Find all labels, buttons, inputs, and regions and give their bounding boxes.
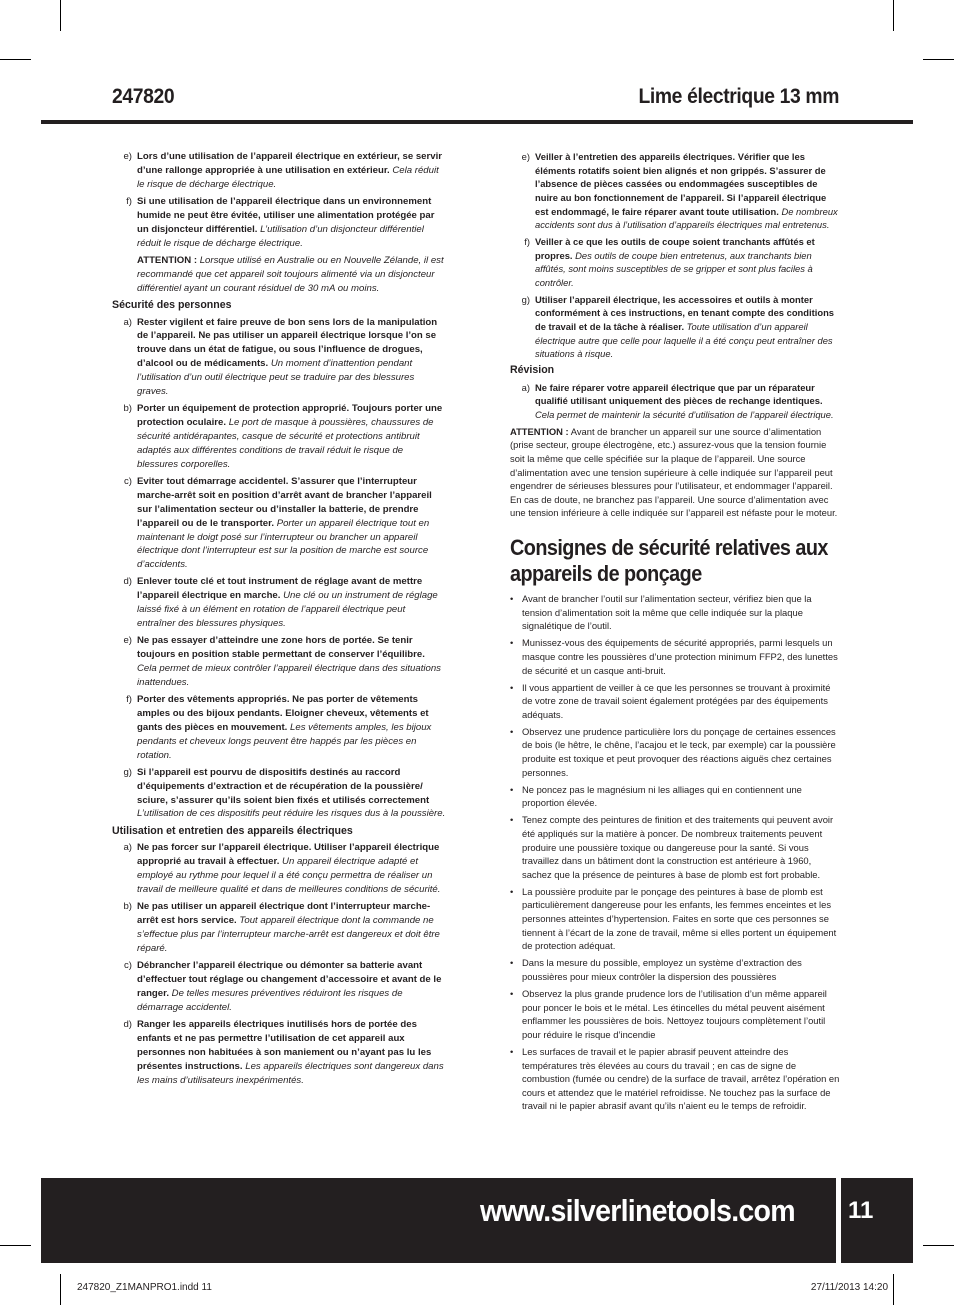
crop-mark <box>893 1274 894 1305</box>
list-item <box>112 634 446 690</box>
item-bold-text: Ne faire réparer votre appareil électrique que par un réparateur qualifié utilisant uniquement des pièces de rechange identiques. <box>535 381 823 407</box>
right-column <box>510 150 840 1116</box>
list-item <box>510 293 840 361</box>
item-label: g) <box>521 293 530 305</box>
bullet-text: Munissez-vous des équipements de sécurité appropriés, parmi lesquels un masque contre les poussières d’une protection minimum FFP2, des lunettes de sécurité et un casque anti-bruit. <box>522 637 838 676</box>
item-label: d) <box>123 1018 132 1030</box>
bullet-item <box>510 956 840 983</box>
section-subheading: Révision <box>510 363 555 376</box>
bullet-item <box>510 783 840 810</box>
bullet-text: Tenez compte des peintures de finition et des traitements qui peuvent avoir été appliqués sur la matière à poncer. De nombreux traitements peuvent produire une poussière toxique ou dangereuse pour la santé. Si vous travaillez dans un bâtiment dont la construction est antérieure à 1960, sachez que la présence de peintures à base de plomb est fort probable. <box>522 814 834 880</box>
item-italic-text: L’utilisation de ces dispositifs peut réduire les risques dus à la poussière. <box>137 808 446 820</box>
list-item <box>112 150 446 192</box>
header-divider <box>41 120 913 124</box>
item-italic-text: Cela permet de mieux contrôler l’appareil électrique dans des situations inattendues. <box>137 663 441 688</box>
bullet-item <box>510 1045 840 1113</box>
item-italic-text: Un appareil électrique adapté et employé au rythme pour lequel il a été conçu permettra de réaliser un travail de meilleure qualité et dans de meilleures conditions de sécurité. <box>137 856 441 896</box>
item-bold-text: Utiliser l’appareil électrique, les accessoires et outils à monter conformément à ces instructions, en tenant compte des conditions de travail et de la tâche à réaliser. <box>535 293 835 332</box>
item-italic-text: De nombreux accidents sont dus à l’utilisation d’appareils électriques mal entretenus. <box>535 205 838 231</box>
item-bold-text: Ne pas forcer sur l’appareil électrique. Utiliser l’appareil électrique approprié au travail à effectuer. <box>137 842 440 868</box>
list-item <box>112 766 446 822</box>
bullet-icon: • <box>510 681 514 693</box>
bullet-item <box>510 636 840 677</box>
bullet-item <box>510 885 840 953</box>
print-slug-file: 247820_Z1MANPRO1.indd 11 <box>77 1282 212 1293</box>
list-item <box>112 475 446 572</box>
list-item <box>112 1018 446 1088</box>
item-bold-text: Si une utilisation de l’appareil électrique dans un environnement humide ne peut être évitée, utiliser une alimentation protégée par un disjoncteur différentiel. <box>137 195 435 235</box>
footer-divider <box>836 1178 841 1263</box>
bullet-icon: • <box>510 988 514 999</box>
bullet-text: Observez la plus grande prudence lors de l’utilisation d’un même appareil pour poncer le bois et le métal. Les étincelles du métal peuvent aisément enflammer les poussières de bois. Nettoyez toujours complètement l’outil pour réduire le risque d’incendie <box>522 988 827 1040</box>
list-item <box>112 316 446 399</box>
list-item <box>510 235 840 290</box>
crop-mark <box>0 59 31 60</box>
item-italic-text: L’utilisation d’un disjoncteur différentiel réduit le risque de décharge électrique. <box>137 223 424 249</box>
item-label: f) <box>126 195 132 207</box>
attention-text: Avant de brancher un appareil sur une source d’alimentation (prise secteur, groupe électrogène, etc.) assurez-vous que la tension fournie soit la même que celle spécifiée sur la plaque de l’appareil. Une source d’alimentation avec une tension supérieure à celle indiquée sur l’appareil peut engendrer de sérieuses blessures pour l’utilisateur, et endommager l’appareil. En cas de doute, ne branchez pas l’appareil. Une source d’alimentation avec une tension inférieure à celle indiquée sur l’appareil est néfaste pour le moteur. <box>510 425 838 519</box>
bullet-text: Avant de brancher l’outil sur l’alimentation secteur, vérifiez bien que la tension d’alimentation soit la même que celle indiquée sur la plaque signalétique de l’outil. <box>522 593 812 632</box>
item-bold-text: Ne pas utiliser un appareil électrique dont l’interrupteur marche-arrêt est hors service. <box>137 901 431 927</box>
sanding-safety-bullets <box>510 592 840 1113</box>
list-item <box>510 381 840 422</box>
item-label: b) <box>123 403 132 415</box>
item-label: e) <box>521 151 530 162</box>
list-item <box>112 693 446 763</box>
bullet-icon: • <box>510 725 514 737</box>
item-italic-text: Cela réduit le risque de décharge électrique. <box>137 164 439 190</box>
item-italic-text: Les appareils électriques sont dangereux dans les mains d’utilisateurs inexpérimentés. <box>137 1060 444 1086</box>
item-bold-text: Ranger les appareils électriques inutilisés hors de portée des enfants et ne pas permettre l’utilisation de cet appareil aux personnes non habituées à son maniement ou n’ayant pas lu les présentes instructions. <box>137 1018 432 1072</box>
item-bold-text: Lors d’une utilisation de l’appareil électrique en extérieur, se servir d’une rallonge appropriée à une utilisation en extérieur. <box>137 151 442 176</box>
item-label: a) <box>521 381 530 393</box>
item-italic-text: Le port de masque à poussières, chaussures de sécurité antidérapantes, casque de sécurité et protections antibruit adaptés aux différentes conditions de travail réduit le risque de blessures corporelles. <box>137 417 434 470</box>
bullet-icon: • <box>510 885 514 897</box>
item-label: c) <box>124 960 132 972</box>
item-label: g) <box>123 766 132 778</box>
item-label: e) <box>123 151 132 162</box>
bullet-text: La poussière produite par le ponçage des peintures à base de plomb est particulièrement dangereuse pour les enfants, les femmes enceintes et les personnes atteintes d’hypertension. Faites en sorte que ces personnes se tiennent à l’écart de la zone de travail, même si elles portent un équipement de protection adéquat. <box>522 885 837 952</box>
item-label: a) <box>123 842 132 854</box>
item-italic-text: Les vêtements amples, les bijoux pendants et cheveux longs peuvent être happés par les pièces en rotation. <box>137 721 432 761</box>
bullet-icon: • <box>510 637 514 649</box>
bullet-text: Dans la mesure du possible, employez un système d’extraction des poussières pour mieux contrôler la dispersion des poussières <box>522 957 802 982</box>
item-bold-text: Eviter tout démarrage accidentel. S’assurer que l’interrupteur marche-arrêt soit en position d’arrêt avant de brancher l’appareil sur l’alimentation secteur ou d’installer la batterie, de prendre l’appareil ou de le transporter. <box>137 475 432 529</box>
item-italic-text: Un moment d’inattention pendant l’utilisation d’un outil électrique peut se traduire par des blessures graves. <box>137 358 415 398</box>
bullet-text: Les surfaces de travail et le papier abrasif peuvent atteindre des températures très élevées au cours du travail ; en cas de signe de combustion (fumée ou cendre) de la surface de travail, arrêtez l’opération en cours et attendez que le matériel refroidisse. Ne touchez pas la surface de travail ni le papier abrasif avant qu’ils n’aient eu le temps de refroidir. <box>522 1045 840 1112</box>
tool-use-list <box>112 841 446 1087</box>
bullet-icon: • <box>510 957 514 969</box>
attention-label: ATTENTION : <box>510 425 569 437</box>
list-item <box>510 150 840 232</box>
item-label: f) <box>126 694 132 706</box>
personal-safety-list <box>112 316 446 822</box>
bullet-text: Il vous appartient de veiller à ce que les personnes se trouvant à proximité de votre zone de travail soient également protégées par des équipements adéquats. <box>522 681 831 720</box>
section-subheading: Utilisation et entretien des appareils électriques <box>112 824 353 837</box>
page-number: 11 <box>848 1197 874 1224</box>
item-bold-text: Porter un équipement de protection approprié. Toujours porter une protection oculaire. <box>137 403 443 429</box>
item-bold-text: Rester vigilent et faire preuve de bon sens lors de la manipulation de l’appareil. Ne pas utiliser un appareil électrique lorsque l’on se trouve dans un état de fatigue, ou sous l’influence de drogues, d’alcool ou de médicaments. <box>137 316 438 370</box>
item-bold-text: Enlever toute clé et tout instrument de réglage avant de mettre l’appareil électrique en marche. <box>137 576 423 602</box>
item-label: b) <box>123 901 132 913</box>
crop-mark <box>60 0 61 31</box>
bullet-icon: • <box>510 783 514 795</box>
attention-note <box>137 254 446 296</box>
item-italic-text: Tout appareil électrique dont la commande ne s’effectue plus par l’interrupteur marche-arrêt est dangereux et doit être réparé. <box>137 915 440 954</box>
list-item <box>112 900 446 956</box>
crop-mark <box>923 1245 954 1246</box>
item-label: d) <box>123 576 132 588</box>
bullet-icon: • <box>510 593 514 604</box>
attention-text: Lorsque utilisé en Australie ou en Nouvelle Zélande, il est recommandé que cet appareil soit toujours alimenté via un disjoncteur différentiel ayant un courant résiduel de 30 mA ou moins. <box>137 254 444 294</box>
print-slug-datetime: 27/11/2013 14:20 <box>810 1282 888 1293</box>
item-bold-text: Débrancher l’appareil électrique ou démonter sa batterie avant d’effectuer tout réglage ou changement d’accessoire et avant de le ranger. <box>137 960 442 999</box>
list-item <box>112 402 446 472</box>
item-label: a) <box>123 316 132 328</box>
attention-paragraph <box>510 425 840 520</box>
item-italic-text: Une clé ou un instrument de réglage laissé fixé à un élément en rotation de l’appareil électrique peut entraîner des blessures physiques. <box>137 590 438 630</box>
bullet-item <box>510 725 840 780</box>
item-italic-text: Cela permet de maintenir la sécurité d’utilisation de l’appareil électrique. <box>535 408 834 420</box>
model-number: 247820 <box>112 85 175 108</box>
crop-mark <box>923 59 954 60</box>
left-column <box>112 150 446 1091</box>
list-item <box>112 195 446 251</box>
item-bold-text: Ne pas essayer d’atteindre une zone hors de portée. Se tenir toujours en position stable permettant de conserver l’équilibre. <box>137 635 425 661</box>
item-label: c) <box>124 475 132 487</box>
section-heading: Consignes de sécurité relatives aux appareils de ponçage <box>510 535 828 586</box>
bullet-item <box>510 592 840 633</box>
crop-mark <box>60 1274 61 1305</box>
item-bold-text: Veiller à l’entretien des appareils électriques. Vérifier que les éléments rotatifs soient bien alignés et non grippés. S’assurer de l’absence de pièces cassées ou endommagées susceptibles de nuire au bon fonctionnement de l’appareil. Si l’appareil électrique est endommagé, le faire réparer avant toute utilisation. <box>535 151 827 217</box>
bullet-text: Ne poncez pas le magnésium ni les alliages qui en contiennent une proportion élevée. <box>522 783 802 809</box>
item-italic-text: Porter un appareil électrique tout en maintenant le doigt posé sur l’interrupteur ou brancher un appareil électrique dont l’interrupteur est sur la position de marche est source d’accidents. <box>137 517 430 571</box>
page-title: Lime électrique 13 mm <box>638 85 839 108</box>
attention-label: ATTENTION : <box>137 254 198 266</box>
list-item <box>112 959 446 1015</box>
section-subheading: Sécurité des personnes <box>112 298 232 311</box>
bullet-item <box>510 813 840 881</box>
bullet-item <box>510 681 840 722</box>
crop-mark <box>893 0 894 31</box>
bullet-text: Observez une prudence particulière lors du ponçage de certaines essences de bois (le hêtre, le chêne, l’acajou et le teck, par exemple) car la poussière produite est toxique et peut provoquer des réactions aiguës chez certaines personnes. <box>522 725 836 778</box>
bullet-icon: • <box>510 814 514 826</box>
item-bold-text: Si l’appareil est pourvu de dispositifs destinés au raccord d’équipements d’extraction et de récupération de la poussière/ sciure, s’assurer qu’ils soient bien fixés et utilisés correctement <box>137 766 430 806</box>
crop-mark <box>0 1245 31 1246</box>
list-item <box>112 575 446 631</box>
item-italic-text: Des outils de coupe bien entretenus, aux tranchants bien affûtés, sont moins susceptibles de se gripper et sont plus faciles à contrôler. <box>535 249 813 288</box>
item-label: f) <box>524 235 530 247</box>
item-bold-text: Veiller à ce que les outils de coupe soient tranchants affûtés et propres. <box>535 235 815 261</box>
item-italic-text: Toute utilisation d’un appareil électrique autre que celle pour laquelle il a été conçu peut entraîner des situations à risque. <box>535 320 833 360</box>
bullet-icon: • <box>510 1045 514 1057</box>
item-italic-text: De telles mesures préventives réduiront les risques de démarrage accidentel. <box>137 987 403 1013</box>
website-link[interactable]: www.silverlinetools.com <box>480 1193 795 1228</box>
list-item <box>112 841 446 897</box>
item-bold-text: Porter des vêtements appropriés. Ne pas porter de vêtements amples ou des bijoux pendants. Eloigner cheveux, vêtements et gants des pièces en mouvement. <box>137 694 429 733</box>
item-label: e) <box>123 635 132 647</box>
bullet-item <box>510 987 840 1042</box>
